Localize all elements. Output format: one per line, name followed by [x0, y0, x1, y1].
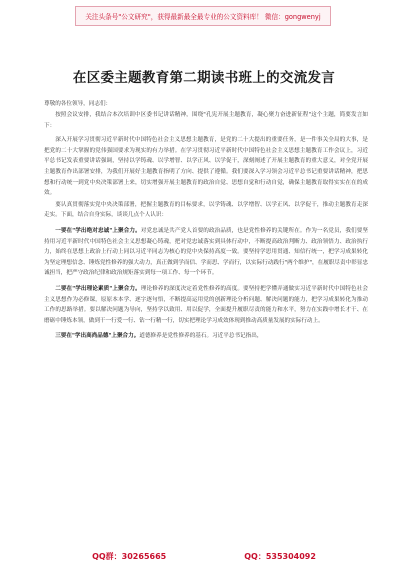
document-body — [44, 110, 368, 343]
section-text: 理论修养的深度决定着党性修养的高度。要坚持把学懂弄通做实习近平新时代中国特色社会主义思想作为必修课，原原本本学、逐字逐句悟，不断提高运用党的创新理论分析问题、解决问题的能力，把学习成果转化为推动工作的思路举措。要以解决问题为导向，坚持学以致用、用以促学，全面提升履职尽责的能力和水平，努力在实践中增长才干、在磨砺中锤炼本领，做到干一行爱一行、钻一行精一行，切实把理论学习成效体现到推动高质量发展的实际行动上。 — [44, 285, 368, 324]
section-paragraph-1 — [44, 226, 368, 279]
section-paragraph-2 — [44, 284, 368, 326]
footer-qq-group: QQ群：30265665 — [92, 552, 167, 561]
section-heading: 一要在"学出绝对忠诚"上聚合力。 — [55, 227, 141, 234]
promo-banner — [75, 6, 331, 26]
footer-qq: QQ：535304092 — [244, 552, 316, 561]
section-paragraph-3 — [44, 331, 368, 342]
section-text: 道德修养是党性修养的基石。习近平总书记指出， — [139, 333, 263, 340]
section-heading: 二要在"学出理论素质"上聚合力。 — [55, 285, 141, 292]
section-heading: 三要在"学出高尚品德"上聚合力。 — [55, 333, 140, 340]
promo-banner-text: 关注头条号"公文研究"，获得最新最全最专业的公文资料库！ 微信：gongwenyj — [85, 13, 321, 21]
section-text: 对党忠诚是共产党人首要的政治品质，也是党性修养的关键所在。作为一名党员，我们要坚持用习近平新时代中国特色社会主义思想凝心铸魂，把对党忠诚落实到具体行动中，不断提高政治判断力、政治领悟力、政治执行力，始终在思想上政治上行动上同以习近平同志为核心的党中央保持高度一致。要坚持学思用贯通、知信行统一，把学习成果转化为坚定理想信念、锤炼党性修养的强大动力，真正做到学而信、学而思、学而行，以实际行动践行"两个维护"，在履职尽责中彰显忠诚担当，把严守政治纪律和政治规矩落实到每一项工作、每一个环节。 — [44, 227, 368, 277]
body-paragraph: 要认真贯彻落实党中央决策部署，把握主题教育的目标要求，以学铸魂、以学增智、以学正风、以学促干，推动主题教育走深走实。下面，结合自身实际，谈谈几点个人认识： — [44, 201, 368, 219]
greeting-line: 尊敬的各位领导，同志们： — [44, 101, 112, 107]
page-footer — [0, 551, 408, 562]
document-title: 在区委主题教育第二期读书班上的交流发言 — [72, 70, 336, 86]
body-paragraph: 深入开展学习贯彻习近平新时代中国特色社会主义思想主题教育，是党的二十大提出的重要任务，是一件事关全局的大事，是把党的二十大掌握的党伟强国要求为现实的有力举措。在学习贯彻习近平新时代中国特色社会主义思想主题教育工作会议上，习近平总书记发表重要讲话强调，坚持以学铸魂、以学增智、以学正风、以学促干，深刻阐述了开展主题教育的重大意义，对全党开展主题教育作出部署安排，为我们开展好主题教育指明了方向、提供了遵循。我们要深入学习领会习近平总书记重要讲话精神，把思想和行动统一到党中央决策部署上来，切实增强开展主题教育的政治自觉、思想自觉和行动自觉，确保主题教育取得实实在在的成效。 — [44, 137, 368, 197]
intro-paragraph: 按照会议安排，我结合本次培训中区委书记讲话精神，围绕"孔宪开展主题教育，凝心聚力奋进新征程"这个主题，简要发言如下： — [44, 112, 368, 129]
